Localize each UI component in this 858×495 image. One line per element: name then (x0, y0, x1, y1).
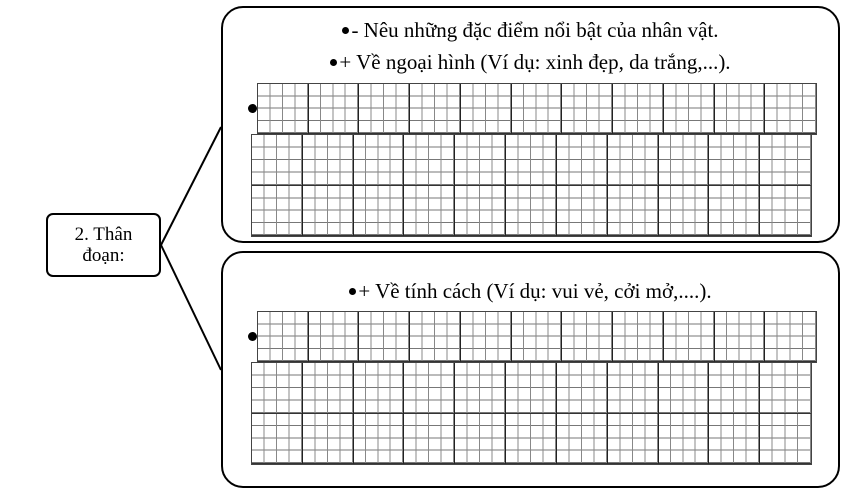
bullet-icon (248, 332, 257, 341)
writing-grid-row[interactable] (257, 311, 817, 363)
bullet-icon (330, 59, 337, 66)
appearance-subheading: + Về ngoại hình (Ví dụ: xinh đẹp, da trắng,...). (223, 50, 838, 75)
bullet-icon (248, 104, 257, 113)
section-label-box (46, 213, 161, 277)
personality-subheading: + Về tính cách (Ví dụ: vui vẻ, cởi mở,....). (223, 279, 838, 304)
writing-grid-block[interactable] (251, 134, 812, 237)
writing-grid-block[interactable] (251, 362, 812, 465)
instruction-heading: - Nêu những đặc điểm nổi bật của nhân vật. (223, 18, 838, 43)
personality-panel (221, 251, 840, 488)
writing-grid-row[interactable] (257, 83, 817, 135)
bullet-icon (342, 27, 349, 34)
appearance-panel (221, 6, 840, 243)
section-label-line1: 2. Thân (74, 224, 133, 245)
bullet-icon (349, 288, 356, 295)
section-label-line2: đoạn: (82, 245, 125, 266)
